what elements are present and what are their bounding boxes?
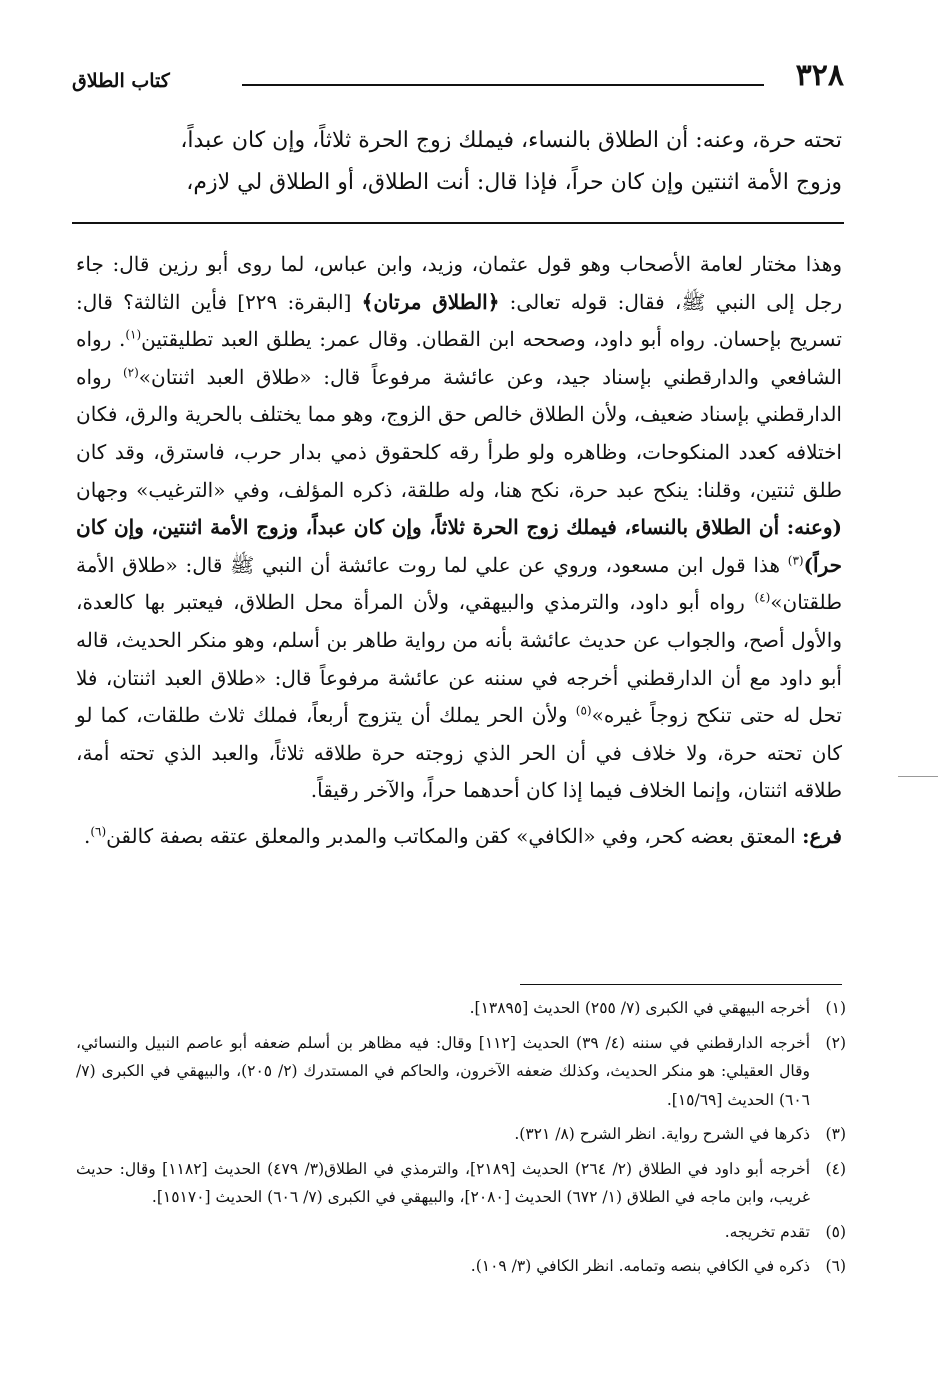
page-header	[72, 58, 844, 98]
text-run: هذا قول ابن مسعود، وروي عن علي لما روت عائشة أن النبي ﷺ قال: «طلاق الأمة طلقتان»	[76, 552, 842, 615]
footnote-ref-1[interactable]: (١)	[125, 327, 142, 342]
commentary	[76, 246, 842, 856]
text-run: .	[83, 823, 91, 848]
matn-line: تحته حرة، وعنه: أن الطلاق بالنساء، فيملك زوج الحرة ثلاثاً، وإن كان عبداً،	[180, 128, 842, 153]
text-run: رواه أبو داود، والترمذي والبيهقي، ولأن المرأة محل الطلاق، فيعتبر بها كالعدة، والأول أصح، والجواب عن حديث عائشة بأنه من رواية طاهر بن أسلم، وهو منكر الحديث، قاله أبو داود مع أن الدارقطني أخرجه في سننه عن عائشة مرفوعاً قال: «طلاق العبد اثنتان، فلا تحل له حتى تنكح زوجاً غيره»	[76, 590, 842, 728]
footnotes	[76, 994, 846, 1287]
footnote-number: (٢)	[825, 1033, 846, 1052]
text-run: وهذا مختار لعامة الأصحاب وهو قول عثمان، وزيد، وابن عباس، لما روى أبو رزين قال: جاء رجل إلى النبي ﷺ، فقال: قوله تعالى:	[76, 252, 842, 314]
footnote	[76, 994, 846, 1023]
branch-label: فرع:	[802, 823, 842, 848]
footnote	[76, 1120, 846, 1149]
footnote-number: (٤)	[825, 1159, 846, 1178]
text-run: ولأن الحر يملك أن يتزوج أربعاً، فملك ثلاث طلقات، كما لو كان تحته حرة، ولا خلاف في أن الحر الذي زوجته حرة طلاقه ثلاثاً، والعبد الذي تحته أمة، طلاقه اثنتان، وإنما الخلاف فيما إذا كان أحدهما حراً، والآخر رقيقاً.	[76, 703, 842, 803]
footnote-text: أخرجه الدارقطني في سننه (٤/ ٣٩) الحديث [١١٢] وقال: فيه مظاهر بن أسلم ضعفه أبو عاصم النبيل والنسائي، وقال العقيلي: هو منكر الحديث، وكذلك ضعفه الآخرون، والحاكم في المستدرك (٢/ ٢٠٥)، والبيهقي في الكبرى (٧/ ٦٠٦) الحديث [١٥/٦٩].	[76, 1033, 811, 1109]
branch-paragraph	[76, 818, 842, 856]
footnote-ref-5[interactable]: (٥)	[575, 703, 592, 718]
quran-quote: ﴿الطلاق مرتان﴾	[361, 289, 500, 314]
text-run: [البقرة: ٢٢٩] فأين الثالثة؟ قال: تسريح بإحسان. رواه أبو داود، وصححه ابن القطان. وقال عمر: يطلق العبد تطليقتين	[76, 289, 842, 352]
footnote-text: أخرجه أبو داود في الطلاق (٢/ ٢٦٤) الحديث [٢١٨٩]، والترمذي في الطلاق(٣/ ٤٧٩) الحديث [١١٨٢] وقال: حديث غريب، وابن ماجه في الطلاق (١/ ٦٧٢) الحديث [٢٠٨٠]، والبيهقي في الكبرى (٧/ ٦٠٦) الحديث [١٥١٧٠].	[76, 1159, 810, 1206]
footnote-number: (١)	[825, 999, 846, 1017]
footnote-number: (٣)	[825, 1125, 846, 1143]
footnote-text: تقدم تخريجه.	[724, 1222, 810, 1241]
running-title: كتاب الطلاق	[72, 70, 170, 92]
footnote-ref-4[interactable]: (٤)	[754, 590, 771, 605]
matn-quote: (وعنه: أن الطلاق بالنساء، فيملك زوج الحرة ثلاثاً، وإن كان عبداً، وزوج الأمة اثنتين، وإن كان حراً)	[76, 515, 842, 577]
matn-line: وزوج الأمة اثنتين وإن كان حراً، فإذا قال: أنت الطلاق، أو الطلاق لي لازم،	[186, 170, 842, 195]
footnote-text: ذكره في الكافي بنصه وتمامه. انظر الكافي (٣/ ١٠٩).	[470, 1257, 810, 1275]
commentary-paragraph	[76, 246, 842, 810]
footnote-text: ذكرها في الشرح رواية. انظر الشرح (٨/ ٣٢١).	[514, 1125, 810, 1143]
footnote-separator	[520, 984, 842, 985]
footnote-number: (٦)	[825, 1257, 846, 1275]
text-run: رواه الدارقطني بإسناد ضعيف، ولأن الطلاق خالص حق الزوج، وهو مما يختلف بالحرية والرق، فكان اختلافه كعدد المنكوحات، وظاهره ولو طرأ رقه كلحقوق ذمي بدار حرب، فاسترق، وقد كان طلق ثنتين، وقلنا: ينكح عبد حرة، نكح هنا، وله طلقة، ذكره المؤلف، وفي «الترغيب» وجهان	[76, 364, 842, 502]
footnote-text: أخرجه البيهقي في الكبرى (٧/ ٢٥٥) الحديث [١٣٨٩٥].	[469, 999, 810, 1017]
footnote-ref-3[interactable]: (٣)	[787, 553, 804, 568]
page-number: ٣٢٨	[795, 58, 844, 93]
matn-separator	[72, 222, 844, 224]
text-run: . رواه الشافعي والدارقطني بإسناد جيد، وعن عائشة مرفوعاً قال: «طلاق العبد اثنتان»	[76, 327, 842, 389]
header-rule	[242, 84, 764, 86]
footnote	[76, 1218, 846, 1247]
margin-mark	[898, 776, 938, 777]
footnote	[76, 1155, 846, 1212]
text-run: المعتق بعضه كحر، وفي «الكافي» كقن والمكاتب والمدبر والمعلق عتقه بصفة كالقن	[106, 823, 803, 848]
footnote	[76, 1029, 846, 1115]
footnote-number: (٥)	[825, 1222, 846, 1241]
footnote	[76, 1252, 846, 1281]
footnote-ref-6[interactable]: (٦)	[90, 824, 107, 839]
footnote-ref-2[interactable]: (٢)	[122, 365, 139, 380]
matn-text	[76, 120, 842, 204]
